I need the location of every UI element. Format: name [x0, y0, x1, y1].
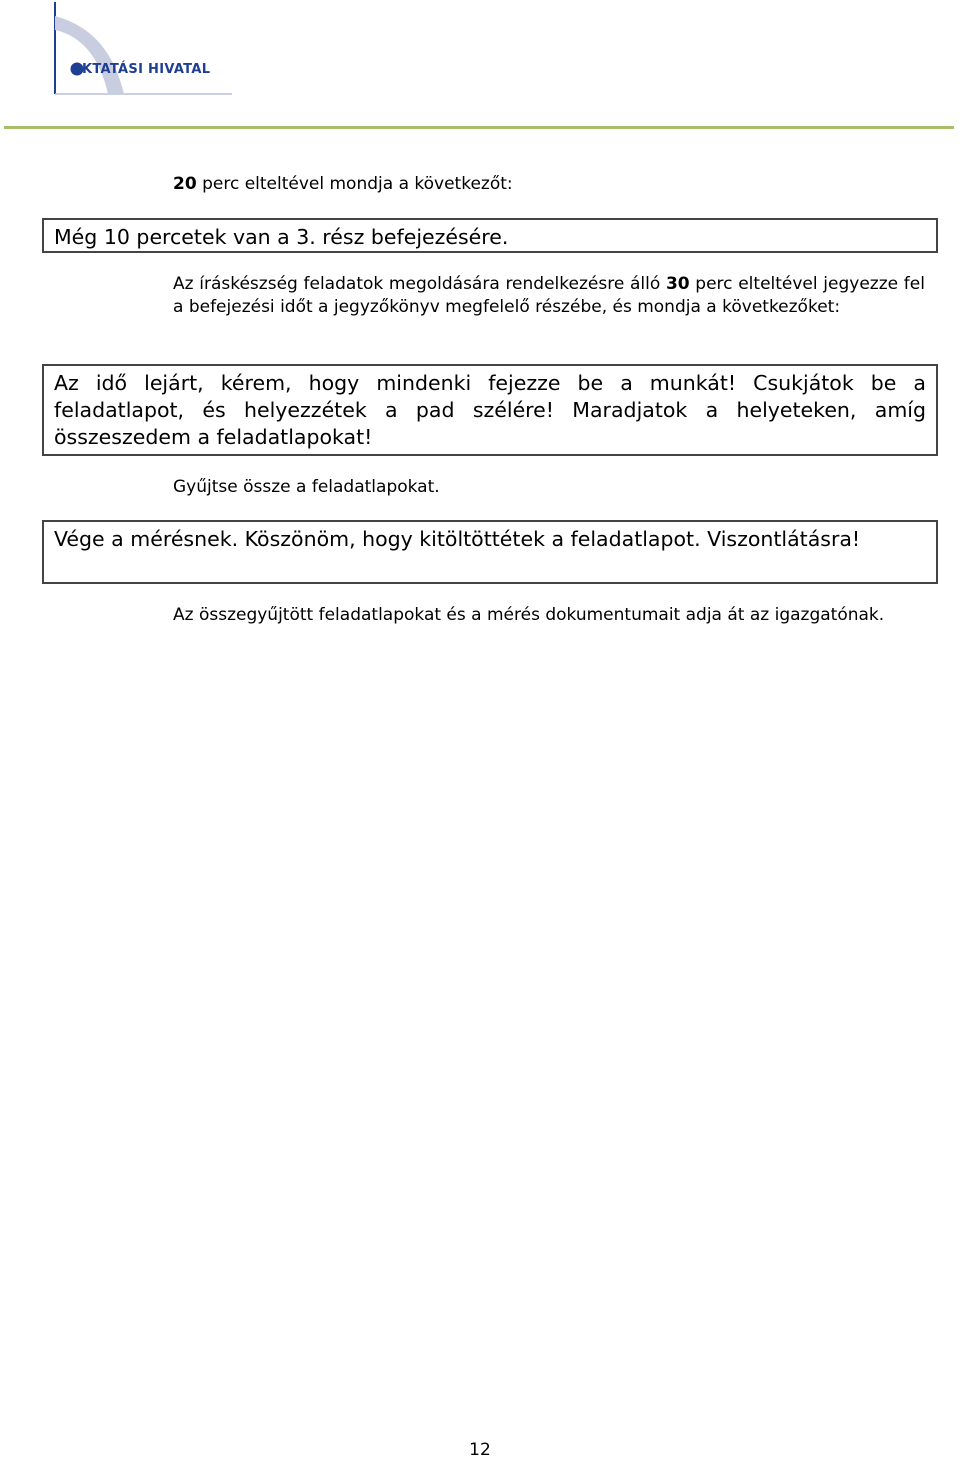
- bold-30: 30: [665, 274, 690, 294]
- paragraph-20-text: perc elteltével mondja a következőt:: [196, 174, 513, 194]
- paragraph-30-text-b: perc elteltével jegyezze fel a befejezési időt a jegyzőkönyv megfelelő részébe, és mondja a következőket:: [173, 274, 925, 317]
- paragraph-collect-sheets: Gyűjtse össze a feladatlapokat.: [173, 477, 440, 497]
- bold-20: 20: [173, 174, 197, 194]
- page-number: 12: [469, 1440, 491, 1460]
- header-rule: [4, 126, 954, 129]
- speech-box-time-up: Az idő lejárt, kérem, hogy mindenki fejezze be a munkát! Csukjátok be a feladatlapot, és helyezzétek a pad szélére! Maradjatok a helyeteken, amíg összeszedem a feladatlapokat!: [42, 364, 938, 456]
- logo-text: KTATÁSI HIVATAL: [82, 62, 211, 77]
- logo-graphic: [52, 2, 242, 96]
- logo: [52, 2, 242, 96]
- paragraph-30-minutes: [173, 273, 925, 319]
- paragraph-hand-over: Az összegyűjtött feladatlapokat és a mérés dokumentumait adja át az igazgatónak.: [173, 605, 885, 625]
- speech-box-10-minutes: Még 10 percetek van a 3. rész befejezésére.: [42, 218, 938, 253]
- paragraph-30-text-a: Az íráskészség feladatok megoldására rendelkezésre álló: [173, 274, 666, 294]
- paragraph-20-minutes: [173, 173, 925, 196]
- speech-box-end: Vége a mérésnek. Köszönöm, hogy kitöltöttétek a feladatlapot. Viszontlátásra!: [42, 520, 938, 584]
